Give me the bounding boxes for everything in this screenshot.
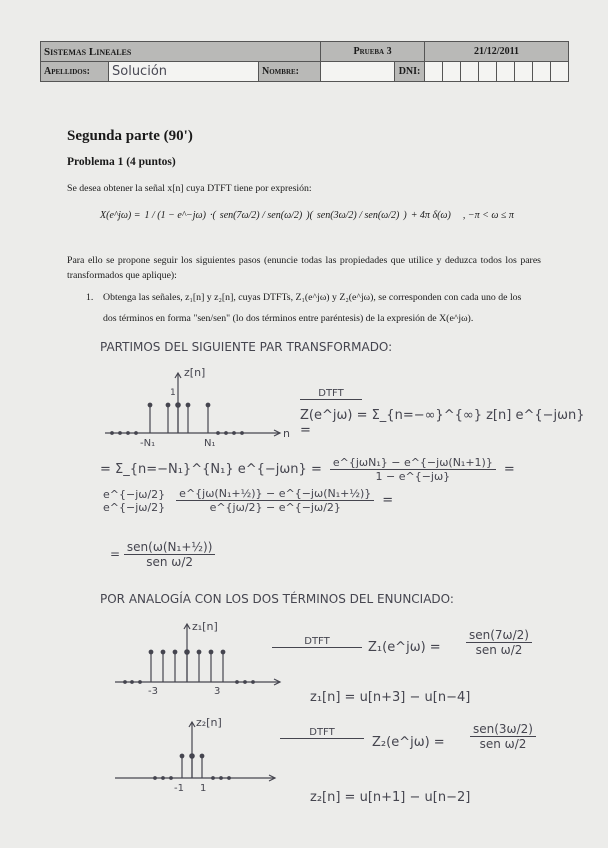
plot1-tick: -3 [148, 686, 158, 697]
plot2-tick: 1 [200, 783, 207, 794]
dtft-formula [100, 210, 570, 221]
hw-intro: PARTIMOS DEL SIGUIENTE PAR TRANSFORMADO: [100, 340, 393, 354]
dtft-arrow-label: DTFT [280, 727, 364, 739]
plot0-tick: -N₁ [140, 438, 156, 449]
dni-box[interactable] [533, 62, 551, 82]
intro-text: Se desea obtener la señal x[n] cuya DTFT tiene por expresión: [67, 183, 312, 194]
z1-num: sen(7ω/2) [466, 628, 532, 643]
formula-tail: + 4π δ(ω) [410, 210, 451, 221]
dni-box[interactable] [479, 62, 497, 82]
z2-den: sen ω/2 [479, 737, 527, 751]
dni-box[interactable] [515, 62, 533, 82]
step1-line1: Obtenga las señales, z₁[n] y z₂[n], cuyas DTFTs, Z₁(e^jω) y Z₂(e^jω), se corresponden con cada uno de los [103, 292, 522, 303]
stem-marker [149, 650, 153, 654]
name-label: Nombre: [259, 62, 321, 82]
hw-analogy: POR ANALOGÍA CON LOS DOS TÉRMINOS DEL ENUNCIADO: [100, 592, 454, 606]
step-number: 1. [86, 292, 94, 303]
formula-paren: ) [403, 210, 407, 221]
equals-sign: = [382, 493, 394, 508]
dni-label: DNI: [395, 62, 425, 82]
z2-fraction [470, 722, 536, 751]
eq1c-den: e^{−jω/2} [103, 500, 166, 514]
course-name: Sistemas Lineales [41, 42, 321, 62]
formula-paren: )( [306, 210, 313, 221]
equals-sign: = [110, 547, 121, 561]
plot0-ylabel: z[n] [184, 366, 206, 379]
stem-marker [161, 650, 165, 654]
hw-eq2 [110, 540, 215, 569]
dni-box[interactable] [551, 62, 569, 82]
stem-marker [197, 650, 201, 654]
z1-time: z₁[n] = u[n+3] − u[n−4] [310, 690, 471, 705]
dni-box[interactable] [443, 62, 461, 82]
plot1-ylabel: z₁[n] [192, 620, 218, 633]
section-title: Segunda parte (90') [67, 128, 193, 144]
hw-eq1b [330, 456, 496, 483]
z1-lhs: Z₁(e^jω) = [368, 640, 441, 655]
step1-line2: dos términos en forma "sen/sen" (lo dos términos entre paréntesis) de la expresión de X(e^jω). [103, 313, 474, 324]
z2-lhs: Z₂(e^jω) = [372, 735, 445, 750]
instructions-text: Para ello se propone seguir los siguientes pasos (enuncie todas las propiedades que utilice y deduzca todos los pares transformados que aplique): [67, 255, 541, 281]
test-name: Prueba 3 [321, 42, 425, 62]
formula-dot: ·( [209, 210, 216, 221]
formula-range: , −π < ω ≤ π [462, 210, 514, 221]
stem-marker [209, 650, 213, 654]
equals-sign: = [503, 462, 515, 477]
plot0-one: 1 [170, 388, 176, 398]
dni-box[interactable] [497, 62, 515, 82]
z1-fraction [466, 628, 532, 657]
problem-title: Problema 1 (4 puntos) [67, 156, 176, 168]
stem-marker [185, 650, 189, 654]
eq2-num: sen(ω(N₁+½)) [124, 540, 216, 555]
formula-term0: 1 / (1 − e^−jω) [144, 210, 206, 221]
eq1d-den: e^{jω/2} − e^{−jω/2} [209, 501, 341, 514]
hw-eq1 [100, 456, 590, 514]
plot2-ylabel: z₂[n] [196, 716, 222, 729]
hw-eq1a: = Σ_{n=−N₁}^{N₁} e^{−jωn} = [100, 462, 322, 477]
name-field[interactable] [321, 62, 395, 82]
hw-eq0: Z(e^jω) = Σ_{n=−∞}^{∞} z[n] e^{−jωn} = [300, 408, 585, 438]
z1-den: sen ω/2 [475, 643, 523, 657]
surname-field[interactable]: Solución [109, 62, 259, 82]
dtft-arrow-label: DTFT [300, 388, 362, 400]
plot0-xlabel: n [283, 427, 290, 440]
formula-lhs: X(e^jω) = [100, 210, 141, 221]
dni-box[interactable] [425, 62, 443, 82]
plot1-tick: 3 [214, 686, 221, 697]
eq1b-num: e^{jωN₁} − e^{−jω(N₁+1)} [330, 456, 496, 470]
dtft-arrow-label: DTFT [272, 636, 362, 648]
eq2-den: sen ω/2 [146, 555, 194, 569]
formula-term1: sen(7ω/2) / sen(ω/2) [219, 210, 303, 221]
plot0-tick: N₁ [204, 438, 216, 449]
eq1c-num: e^{−jω/2} [103, 487, 166, 501]
plot2-tick: -1 [174, 783, 184, 794]
z2-num: sen(3ω/2) [470, 722, 536, 737]
dni-box[interactable] [461, 62, 479, 82]
z2-time: z₂[n] = u[n+1] − u[n−2] [310, 790, 471, 805]
surname-label: Apellidos: [41, 62, 109, 82]
stem-marker [221, 650, 225, 654]
formula-term2: sen(3ω/2) / sen(ω/2) [316, 210, 400, 221]
eq1d-num: e^{jω(N₁+½)} − e^{−jω(N₁+½)} [176, 487, 374, 501]
hw-eq1d [176, 487, 374, 514]
hw-eq1c [100, 488, 168, 514]
exam-date: 21/12/2011 [425, 42, 569, 62]
eq1b-den: 1 − e^{−jω} [375, 470, 451, 483]
header-table [40, 41, 569, 82]
stem-marker [173, 650, 177, 654]
